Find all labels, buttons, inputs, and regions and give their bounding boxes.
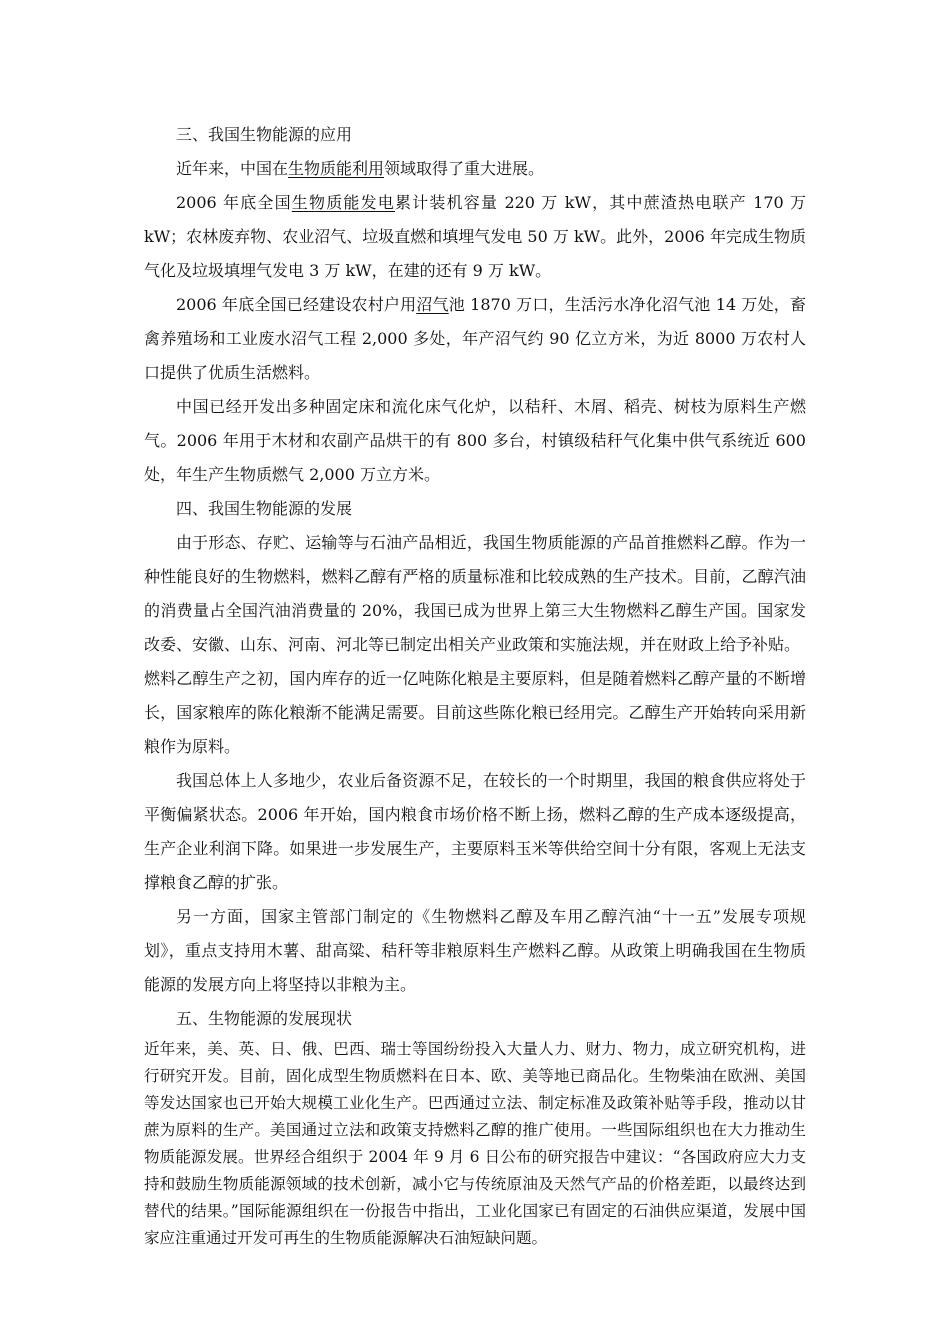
text-run: 累计装机容量 220 万 kW，其中蔗渣热电联产 170 万 kW；农林废弃物、农业沼气、垃圾直燃和填埋气发电 50 万 kW。此外，2006 年完成生物质气化及垃圾填埋气发电 3 万 kW，在建的还有 9 万 kW。 bbox=[144, 193, 806, 280]
paragraph-s4-1: 由于形态、存贮、运输等与石油产品相近，我国生物质能源的产品首推燃料乙醇。作为一种性能良好的生物燃料，燃料乙醇有严格的质量标准和比较成熟的生产技术。目前，乙醇汽油的消费量占全国汽油消费量的 20%，我国已成为世界上第三大生物燃料乙醇生产国。国家发改委、安徽、山东、河南、河北等已制定出相关产业政策和实施法规，并在财政上给予补贴。 bbox=[144, 533, 806, 654]
paragraph-s3-3 bbox=[144, 288, 806, 390]
paragraph-s3-2 bbox=[144, 186, 806, 288]
document-body bbox=[144, 118, 806, 1252]
paragraph-s4-2: 燃料乙醇生产之初，国内库存的近一亿吨陈化粮是主要原料，但是随着燃料乙醇产量的不断增长，国家粮库的陈化粮渐不能满足需要。目前这些陈化粮已经用完。乙醇生产开始转向采用新粮作为原料。 bbox=[144, 669, 806, 756]
paragraph-s5-1: 近年来，美、英、日、俄、巴西、瑞士等国纷纷投入大量人力、财力、物力，成立研究机构，进行研究开发。目前，固化成型生物质燃料在日本、欧、美等地已商品化。生物柴油在欧洲、美国等发达国家也已开始大规模工业化生产。巴西通过立法、制定标准及政策补贴等手段，推动以甘蔗为原料的生产。美国通过立法和政策支持燃料乙醇的推广使用。一些国际组织也在大力推动生物质能源发展。世界经合组织于 2004 年 9 月 6 日公布的研究报告中建议：“各国政府应大力支持和鼓励生物质能源领域的技术创新，减小它与传统原油及天然气产品的价格差距，以最终达到替代的结果。”国际能源组织在一份报告中指出，工业化国家已有固定的石油供应渠道，发展中国家应注重通过开发可再生的生物质能源解决石油短缺问题。 bbox=[144, 1040, 806, 1247]
section-heading-4: 四、我国生物能源的发展 bbox=[176, 499, 353, 518]
text-run: 2006 年底全国 bbox=[176, 193, 292, 212]
text-run: 2006 年底全国已经建设农村户用 bbox=[176, 295, 417, 314]
paragraph-s4-4: 另一方面，国家主管部门制定的《生物燃料乙醇及车用乙醇汽油“十一五”发展专项规划》，重点支持用木薯、甜高粱、秸秆等非粮原料生产燃料乙醇。从政策上明确我国在生物质能源的发展方向上将坚持以非粮为主。 bbox=[144, 907, 806, 994]
text-run: 近年来，中国在 bbox=[176, 159, 289, 178]
biogas-link[interactable]: 沼气 bbox=[416, 295, 449, 314]
paragraph-s3-4: 中国已经开发出多种固定床和流化床气化炉，以秸秆、木屑、稻壳、树枝为原料生产燃气。2006 年用于木材和农副产品烘干的有 800 多台，村镇级秸秆气化集中供气系统近 600 处，年生产生物质燃气 2,000 万立方米。 bbox=[144, 397, 806, 484]
paragraph-s3-1 bbox=[144, 152, 806, 186]
biomass-power-link[interactable]: 生物质能发电 bbox=[291, 193, 395, 212]
paragraph-s4-3: 我国总体上人多地少，农业后备资源不足，在较长的一个时期里，我国的粮食供应将处于平衡偏紧状态。2006 年开始，国内粮食市场价格不断上扬，燃料乙醇的生产成本逐级提高，生产企业利润下降。如果进一步发展生产，主要原料玉米等供给空间十分有限，客观上无法支撑粮食乙醇的扩张。 bbox=[144, 771, 806, 892]
section-heading-3: 三、我国生物能源的应用 bbox=[176, 125, 353, 144]
biomass-utilization-link[interactable]: 生物质能利用 bbox=[288, 159, 385, 178]
text-run: 领域取得了重大进展。 bbox=[384, 159, 545, 178]
text-run: 池 1870 万口，生活污水净化沼气池 14 万处，畜禽养殖场和工业废水沼气工程 2,000 多处，年产沼气约 90 亿立方米，为近 8000 万农村人口提供了优质生活燃料。 bbox=[144, 295, 806, 382]
section-heading-5: 五、生物能源的发展现状 bbox=[176, 1009, 353, 1028]
